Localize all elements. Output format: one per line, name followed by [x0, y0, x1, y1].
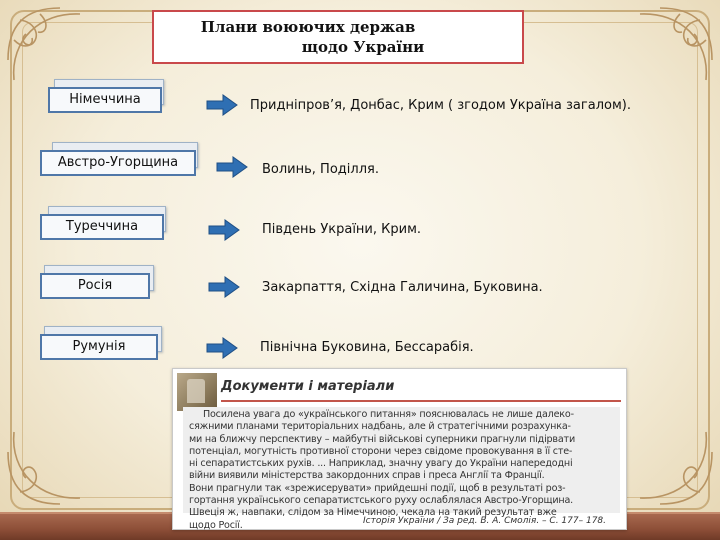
- arrow-right-icon: [206, 93, 238, 117]
- country-box-romania: [40, 326, 162, 360]
- document-line: гортання українського сепаратистського руху ослаблялася Австро-Угорщина.: [189, 495, 573, 507]
- claim-text: Придніпров’я, Донбас, Крим ( згодом Україна загалом).: [250, 98, 631, 113]
- document-line: Швеція ж, навпаки, слідом за Німеччиною, чекала на такий результат вже: [189, 507, 557, 519]
- country-box-turkey: [40, 206, 166, 240]
- document-line: щодо Росії.: [189, 519, 243, 531]
- title-line-1: Плани воюючих держав: [200, 18, 416, 36]
- document-excerpt: [172, 368, 627, 530]
- document-source: Історія України / За ред. В. А. Смолія. – С. 177– 178.: [363, 516, 607, 526]
- claim-text: Волинь, Поділля.: [262, 162, 379, 177]
- country-label: Румунія: [40, 334, 158, 360]
- claim-text: Південь України, Крим.: [262, 222, 422, 237]
- arrow-right-icon: [216, 155, 248, 179]
- country-box-russia: [40, 265, 154, 299]
- corner-ornament-icon: [0, 402, 110, 512]
- country-box-germany: [48, 79, 164, 113]
- claim-text: Закарпаття, Східна Галичина, Буковина.: [262, 280, 543, 295]
- document-line: ми на ближчу перспективу – майбутні військові суперники прагнули підірвати: [189, 433, 575, 445]
- document-line: Посилена увага до «українського питання» пояснювалась не лише далеко-: [203, 409, 574, 420]
- document-line: потенціал, могутність противної сторони через свідоме провокування в її сте-: [189, 445, 573, 457]
- heading-divider: [221, 400, 621, 402]
- country-label: Росія: [40, 273, 150, 299]
- claim-text: Північна Буковина, Бессарабія.: [260, 340, 474, 355]
- document-line: ні сепаратистських рухів. ... Наприклад, значну увагу до України напередодні: [189, 458, 573, 470]
- country-label: Австро-Угорщина: [40, 150, 196, 176]
- corner-ornament-icon: [610, 0, 720, 110]
- country-label: Туреччина: [40, 214, 164, 240]
- document-line: війни виявили міністерства закордонних справ і преса Англії та Франції.: [189, 470, 545, 482]
- arrow-right-icon: [208, 275, 240, 299]
- document-line: Вони прагнули так «зрежисерувати» прийдешні події, щоб в результаті роз-: [189, 482, 566, 494]
- country-box-austria-hungary: [40, 142, 198, 176]
- document-heading: Документи і матеріали: [221, 379, 395, 394]
- slide-title: [152, 10, 524, 64]
- document-photo-thumbnail: [177, 373, 217, 411]
- document-line: сяжними планами територіальних надбань, але й стратегічними розрахунка-: [189, 421, 571, 433]
- arrow-right-icon: [206, 336, 238, 360]
- arrow-right-icon: [208, 218, 240, 242]
- country-label: Німеччина: [48, 87, 162, 113]
- title-line-2: щодо України: [301, 38, 425, 56]
